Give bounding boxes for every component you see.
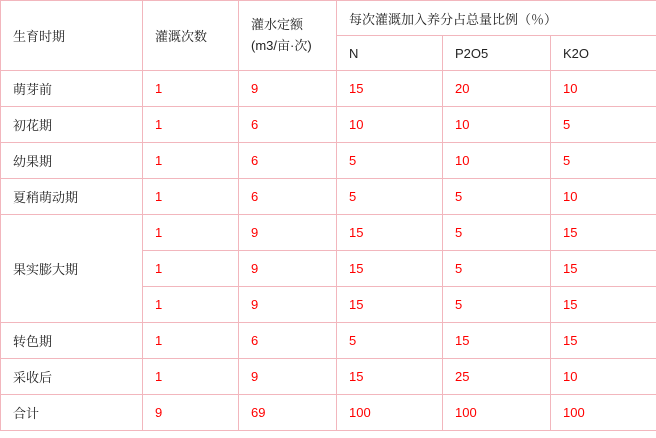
- header-irrigation-times: 灌溉次数: [143, 1, 239, 71]
- cell-p: 10: [443, 107, 551, 143]
- cell-times: 1: [143, 179, 239, 215]
- cell-n: 15: [337, 287, 443, 323]
- header-stage: 生育时期: [1, 1, 143, 71]
- cell-n: 5: [337, 179, 443, 215]
- table-total-row: [1, 395, 656, 431]
- cell-times: 1: [143, 359, 239, 395]
- cell-quota: 9: [239, 251, 337, 287]
- cell-quota: 9: [239, 71, 337, 107]
- cell-n: 5: [337, 143, 443, 179]
- cell-n: 5: [337, 323, 443, 359]
- table-header-row-top: [1, 1, 656, 36]
- cell-quota: 9: [239, 215, 337, 251]
- cell-times: 1: [143, 215, 239, 251]
- cell-total-p: 100: [443, 395, 551, 431]
- cell-total-k: 100: [551, 395, 656, 431]
- cell-total-times: 9: [143, 395, 239, 431]
- cell-p: 10: [443, 143, 551, 179]
- table-row: [1, 215, 656, 251]
- cell-times: 1: [143, 287, 239, 323]
- header-n: N: [337, 36, 443, 71]
- cell-p: 5: [443, 215, 551, 251]
- cell-total-quota: 69: [239, 395, 337, 431]
- cell-times: 1: [143, 71, 239, 107]
- cell-quota: 6: [239, 323, 337, 359]
- cell-p: 20: [443, 71, 551, 107]
- cell-total-label: 合计: [1, 395, 143, 431]
- cell-quota: 6: [239, 179, 337, 215]
- cell-n: 10: [337, 107, 443, 143]
- cell-stage-merged: 果实膨大期: [1, 215, 143, 323]
- table-row: [1, 179, 656, 215]
- cell-k: 15: [551, 287, 656, 323]
- header-quota-line1: 灌水定额: [251, 17, 304, 33]
- header-irrigation-quota: [239, 1, 337, 71]
- cell-k: 10: [551, 359, 656, 395]
- header-k2o: K2O: [551, 36, 656, 71]
- cell-k: 15: [551, 251, 656, 287]
- cell-n: 15: [337, 71, 443, 107]
- cell-n: 15: [337, 251, 443, 287]
- cell-p: 5: [443, 179, 551, 215]
- cell-times: 1: [143, 251, 239, 287]
- cell-k: 5: [551, 107, 656, 143]
- cell-stage: 夏稍萌动期: [1, 179, 143, 215]
- cell-quota: 6: [239, 107, 337, 143]
- cell-times: 1: [143, 107, 239, 143]
- cell-p: 15: [443, 323, 551, 359]
- header-nutrient-group: 每次灌溉加入养分占总量比例（％）: [337, 1, 656, 36]
- cell-p: 5: [443, 287, 551, 323]
- cell-p: 5: [443, 251, 551, 287]
- cell-p: 25: [443, 359, 551, 395]
- cell-n: 15: [337, 359, 443, 395]
- cell-k: 10: [551, 71, 656, 107]
- cell-times: 1: [143, 143, 239, 179]
- cell-quota: 6: [239, 143, 337, 179]
- header-p2o5: P2O5: [443, 36, 551, 71]
- table-row: [1, 107, 656, 143]
- cell-stage: 幼果期: [1, 143, 143, 179]
- cell-stage: 转色期: [1, 323, 143, 359]
- cell-stage: 萌芽前: [1, 71, 143, 107]
- table-row: [1, 323, 656, 359]
- cell-k: 15: [551, 323, 656, 359]
- cell-total-n: 100: [337, 395, 443, 431]
- cell-n: 15: [337, 215, 443, 251]
- cell-quota: 9: [239, 287, 337, 323]
- cell-k: 5: [551, 143, 656, 179]
- header-quota-line2: (m3/亩·次): [251, 37, 312, 53]
- table-row: [1, 71, 656, 107]
- cell-times: 1: [143, 323, 239, 359]
- cell-k: 10: [551, 179, 656, 215]
- cell-quota: 9: [239, 359, 337, 395]
- cell-k: 15: [551, 215, 656, 251]
- table-row: [1, 143, 656, 179]
- table-row: [1, 359, 656, 395]
- cell-stage: 采收后: [1, 359, 143, 395]
- cell-stage: 初花期: [1, 107, 143, 143]
